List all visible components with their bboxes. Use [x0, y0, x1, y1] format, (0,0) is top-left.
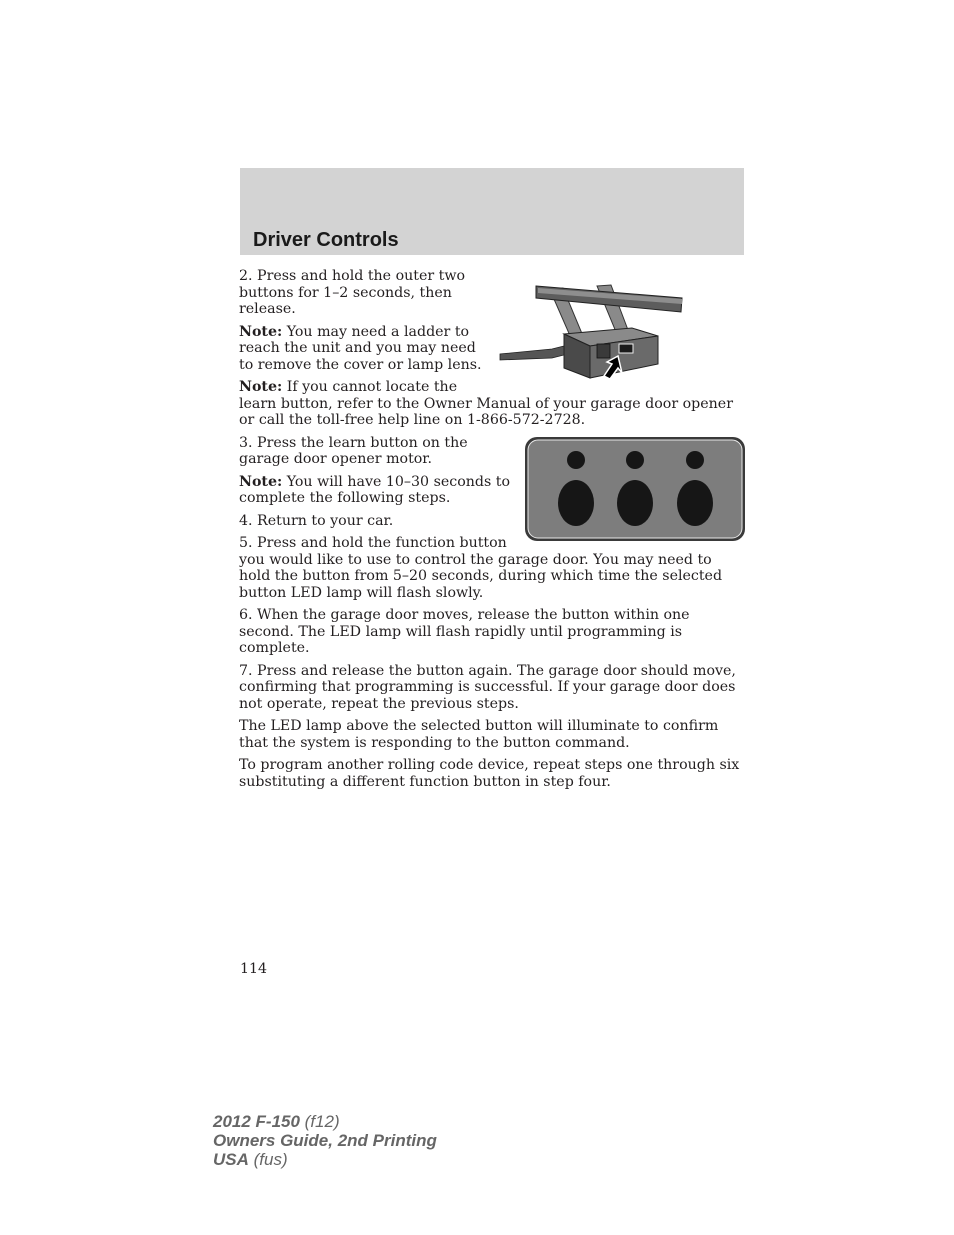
- function-button-icon: [677, 480, 713, 526]
- led-confirm-paragraph: The LED lamp above the selected button will illuminate to confirm that the system is responding to the button command.: [239, 718, 719, 751]
- step-7: 7. Press and release the button again. The garage door should move, confirming that programming is successful. If your garage door does not operate, repeat the previous steps.: [239, 662, 736, 712]
- footer-region: USA: [213, 1150, 249, 1169]
- led-lamp-icon: [567, 451, 585, 469]
- led-lamp-icon: [626, 451, 644, 469]
- page-number: 114: [240, 961, 268, 977]
- footer-model-code: (f12): [299, 1112, 340, 1131]
- footer-line-3: [213, 1150, 437, 1169]
- footer-line-2: [213, 1131, 437, 1150]
- footer-model: 2012 F-150: [213, 1112, 300, 1131]
- note-text: If you cannot locate the learn button, refer to the Owner Manual of your garage door opener or call the toll-free help line on 1-866-572-2728.: [239, 379, 733, 428]
- function-button-icon: [558, 480, 594, 526]
- section-header-band: [240, 168, 744, 255]
- step-4: 4. Return to your car.: [239, 512, 394, 529]
- manual-content: [239, 268, 744, 796]
- section-title: Driver Controls: [253, 229, 399, 251]
- note-label: Note:: [239, 323, 283, 340]
- note-label: Note:: [239, 379, 283, 395]
- step-5: 5. Press and hold the function button you would like to use to control the garage door. You may need to hold the button from 5–20 seconds, during which time the selected button LED lamp will flash slowly.: [239, 535, 723, 601]
- note-text: You will have 10–30 seconds to complete the following steps.: [239, 473, 510, 506]
- homelink-buttons-illustration: [521, 433, 749, 545]
- step-6: 6. When the garage door moves, release the button within one second. The LED lamp will flash rapidly until programming is complete.: [239, 607, 690, 656]
- note-label: Note:: [239, 473, 283, 490]
- note-learn-button: [239, 379, 744, 429]
- footer-region-code: (fus): [248, 1150, 288, 1169]
- footer-printing: Owners Guide, 2nd Printing: [213, 1131, 437, 1150]
- program-another-paragraph: To program another rolling code device, repeat steps one through six substituting a different function button in step four.: [239, 757, 740, 790]
- garage-door-opener-illustration: [494, 272, 744, 384]
- step-2: 2. Press and hold the outer two buttons for 1–2 seconds, then release.: [239, 268, 466, 317]
- led-lamp-icon: [686, 451, 704, 469]
- note-text: You may need a ladder to reach the unit and you may need to remove the cover or lamp lens.: [239, 323, 482, 373]
- footer-line-1: [213, 1112, 437, 1131]
- step-3: 3. Press the learn button on the garage door opener motor.: [239, 434, 468, 467]
- function-button-icon: [617, 480, 653, 526]
- document-footer: [213, 1112, 437, 1169]
